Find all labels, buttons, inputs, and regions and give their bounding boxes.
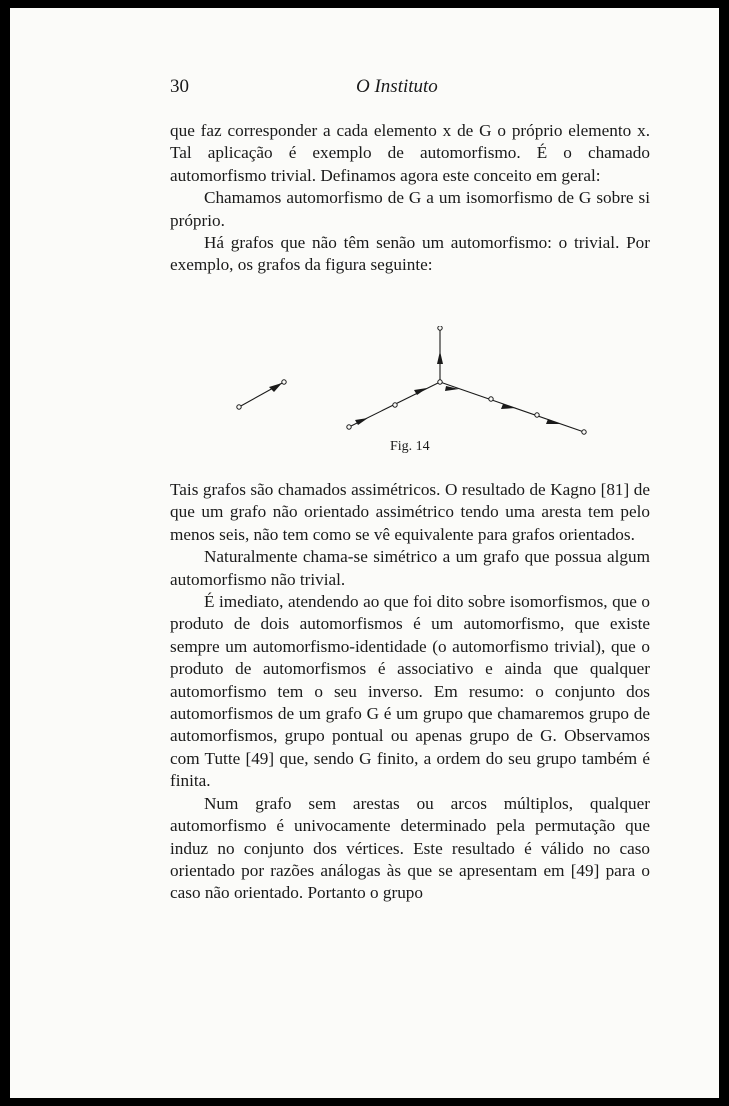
arrowhead (445, 386, 459, 391)
graph-vertex (237, 405, 241, 409)
paragraph: que faz corresponder a cada elemento x de G o próprio elemento x. Tal aplicação é exemplo de automorfismo. É o chamado automorfismo trivial. Definamos agora este conceito em geral: (170, 121, 650, 185)
book-page (10, 8, 719, 1098)
paragraph: Tais grafos são chamados assimétricos. O resultado de Kagno [81] de que um grafo não orientado assimétrico tendo uma aresta tem pelo menos seis, não tem como se vê equivalente para grafos orientados. (170, 480, 650, 544)
figure-caption: Fig. 14 (390, 439, 430, 454)
paragraph: Num grafo sem arestas ou arcos múltiplos, qualquer automorfismo é univocamente determinado pela permutação que induz no conjunto dos vértices. Este resultado é válido no caso orientado por razões análogas às que se apresentam em [49] para o caso não orientado. Portanto o grupo (170, 793, 650, 903)
arrowhead (269, 383, 282, 392)
graph-vertex (582, 430, 586, 434)
graph-vertex (535, 413, 539, 417)
arrowhead (546, 419, 561, 424)
text-block-bottom (170, 479, 650, 905)
graph-vertex (282, 380, 286, 384)
graph-vertex (438, 380, 442, 384)
graph-vertex (393, 403, 397, 407)
arrowhead (501, 404, 516, 409)
running-title: O Instituto (356, 76, 438, 97)
page-number: 30 (170, 76, 189, 97)
paragraph: Chamamos automorfismo de G a um isomorfismo de G sobre si próprio. (170, 188, 650, 230)
text-block-top (170, 120, 650, 277)
graph-vertex (438, 326, 442, 330)
paragraph: Naturalmente chama-se simétrico a um grafo que possua algum automorfismo não trivial. (170, 547, 650, 589)
paragraph: Há grafos que não têm senão um automorfismo: o trivial. Por exemplo, os grafos da figura seguinte: (170, 233, 650, 275)
arrowhead (355, 418, 368, 425)
arrowhead (437, 351, 443, 364)
graph-vertex (489, 397, 493, 401)
graph-vertex (347, 425, 351, 429)
paragraph: É imediato, atendendo ao que foi dito sobre isomorfismos, que o produto de dois automorfismos é um automorfismo, que existe sempre um automorfismo-identidade (o automorfismo trivial), que o produto de automorfismos é associativo e ainda que qualquer automorfismo tem o seu inverso. Em resumo: o conjunto dos automorfismos de um grafo G é um grupo que chamaremos grupo de automorfismos, grupo pontual ou apenas grupo de G. Observamos com Tutte [49] que, sendo G finito, a ordem do seu grupo também é finita. (170, 592, 650, 791)
